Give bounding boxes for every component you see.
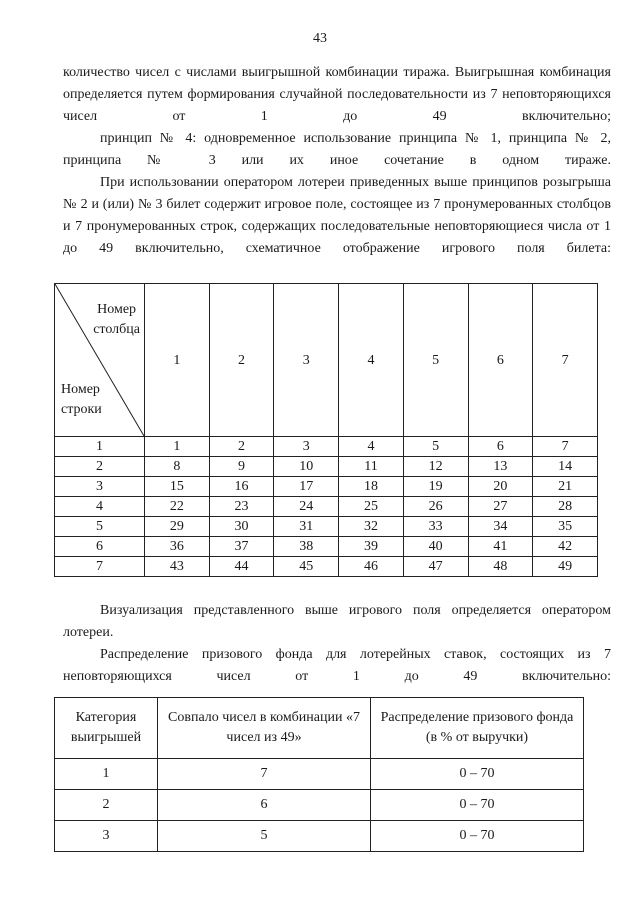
column-header: 3 bbox=[274, 284, 339, 437]
grid-cell: 41 bbox=[468, 537, 533, 557]
grid-cell: 3 bbox=[274, 437, 339, 457]
row-header: 1 bbox=[55, 437, 145, 457]
row-header: 3 bbox=[55, 477, 145, 497]
grid-cell: 6 bbox=[468, 437, 533, 457]
grid-cell: 46 bbox=[339, 557, 404, 577]
grid-row bbox=[55, 517, 598, 537]
grid-cell: 37 bbox=[209, 537, 274, 557]
grid-cell: 13 bbox=[468, 457, 533, 477]
grid-cell: 18 bbox=[339, 477, 404, 497]
grid-cell: 9 bbox=[209, 457, 274, 477]
grid-cell: 48 bbox=[468, 557, 533, 577]
grid-row bbox=[55, 457, 598, 477]
grid-cell: 22 bbox=[145, 497, 210, 517]
column-header: 2 bbox=[209, 284, 274, 437]
grid-row bbox=[55, 477, 598, 497]
prize-row bbox=[55, 790, 584, 821]
grid-cell: 31 bbox=[274, 517, 339, 537]
grid-cell: 11 bbox=[339, 457, 404, 477]
distribution-cell: 0 – 70 bbox=[371, 790, 584, 821]
grid-cell: 42 bbox=[533, 537, 598, 557]
grid-row bbox=[55, 537, 598, 557]
grid-cell: 49 bbox=[533, 557, 598, 577]
grid-row bbox=[55, 497, 598, 517]
row-header: 7 bbox=[55, 557, 145, 577]
column-header: 7 bbox=[533, 284, 598, 437]
grid-cell: 47 bbox=[403, 557, 468, 577]
paragraph-3: При использовании оператором лотереи приведенных выше принципов розыгрыша № 2 и (или) № 3 билет содержит игровое поле, состоящее из 7 пронумерованных столбцов и 7 пронумерованных строк, содержащих последовательные неповторяющиеся числа от 1 до 49 включительно, схематичное отображение игрового поля билета: bbox=[63, 175, 611, 256]
grid-cell: 23 bbox=[209, 497, 274, 517]
grid-row bbox=[55, 437, 598, 457]
grid-cell: 33 bbox=[403, 517, 468, 537]
grid-cell: 29 bbox=[145, 517, 210, 537]
grid-cell: 1 bbox=[145, 437, 210, 457]
row-header: 2 bbox=[55, 457, 145, 477]
grid-cell: 40 bbox=[403, 537, 468, 557]
category-header: Категория выигрышей bbox=[55, 698, 158, 759]
column-label-line-1: Номер bbox=[97, 302, 137, 317]
grid-cell: 26 bbox=[403, 497, 468, 517]
matches-header: Совпало чисел в комбинации «7 чисел из 49» bbox=[158, 698, 371, 759]
grid-cell: 34 bbox=[468, 517, 533, 537]
distribution-header: Распределение призового фонда (в % от выручки) bbox=[371, 698, 584, 759]
grid-cell: 44 bbox=[209, 557, 274, 577]
grid-cell: 24 bbox=[274, 497, 339, 517]
grid-cell: 38 bbox=[274, 537, 339, 557]
grid-cell: 32 bbox=[339, 517, 404, 537]
grid-row bbox=[55, 557, 598, 577]
grid-cell: 20 bbox=[468, 477, 533, 497]
grid-cell: 16 bbox=[209, 477, 274, 497]
distribution-cell: 0 – 70 bbox=[371, 821, 584, 852]
grid-cell: 19 bbox=[403, 477, 468, 497]
grid-cell: 28 bbox=[533, 497, 598, 517]
grid-cell: 8 bbox=[145, 457, 210, 477]
grid-cell: 7 bbox=[533, 437, 598, 457]
column-number-label bbox=[93, 300, 140, 340]
grid-cell: 27 bbox=[468, 497, 533, 517]
row-label-line-2: строки bbox=[61, 402, 102, 417]
prize-row bbox=[55, 759, 584, 790]
row-number-label bbox=[61, 380, 102, 420]
grid-cell: 36 bbox=[145, 537, 210, 557]
grid-cell: 43 bbox=[145, 557, 210, 577]
paragraph-5: Распределение призового фонда для лотерейных ставок, состоящих из 7 неповторяющихся чисел от 1 до 49 включительно: bbox=[63, 647, 611, 684]
column-header: 1 bbox=[145, 284, 210, 437]
grid-cell: 12 bbox=[403, 457, 468, 477]
matches-cell: 5 bbox=[158, 821, 371, 852]
grid-cell: 21 bbox=[533, 477, 598, 497]
column-header: 4 bbox=[339, 284, 404, 437]
distribution-cell: 0 – 70 bbox=[371, 759, 584, 790]
column-label-line-2: столбца bbox=[93, 322, 140, 337]
column-header: 6 bbox=[468, 284, 533, 437]
grid-cell: 14 bbox=[533, 457, 598, 477]
matches-cell: 6 bbox=[158, 790, 371, 821]
row-label-line-1: Номер bbox=[61, 382, 100, 397]
grid-header-row bbox=[55, 284, 598, 437]
category-cell: 1 bbox=[55, 759, 158, 790]
matches-cell: 7 bbox=[158, 759, 371, 790]
paragraph-2: принцип № 4: одновременное использование принципа № 1, принципа № 2, принципа № 3 или их иное сочетание в одном тираже. bbox=[63, 131, 611, 168]
page-number: 43 bbox=[313, 31, 327, 46]
paragraph-1: количество чисел с числами выигрышной комбинации тиража. Выигрышная комбинация определяется путем формирования случайной последовательности из 7 неповторяющихся чисел от 1 до 49 включительно; bbox=[63, 65, 611, 124]
grid-cell: 17 bbox=[274, 477, 339, 497]
row-header: 5 bbox=[55, 517, 145, 537]
paragraph-4: Визуализация представленного выше игрового поля определяется оператором лотереи. bbox=[63, 603, 611, 640]
prize-distribution-table bbox=[54, 697, 584, 852]
row-header: 6 bbox=[55, 537, 145, 557]
grid-cell: 10 bbox=[274, 457, 339, 477]
grid-cell: 39 bbox=[339, 537, 404, 557]
grid-cell: 5 bbox=[403, 437, 468, 457]
prize-row bbox=[55, 821, 584, 852]
column-header: 5 bbox=[403, 284, 468, 437]
grid-cell: 35 bbox=[533, 517, 598, 537]
grid-cell: 25 bbox=[339, 497, 404, 517]
category-cell: 2 bbox=[55, 790, 158, 821]
grid-cell: 45 bbox=[274, 557, 339, 577]
grid-cell: 4 bbox=[339, 437, 404, 457]
grid-corner-cell bbox=[55, 284, 145, 437]
prize-header-row bbox=[55, 698, 584, 759]
game-field-table bbox=[54, 283, 598, 577]
grid-cell: 15 bbox=[145, 477, 210, 497]
grid-cell: 2 bbox=[209, 437, 274, 457]
category-cell: 3 bbox=[55, 821, 158, 852]
row-header: 4 bbox=[55, 497, 145, 517]
grid-cell: 30 bbox=[209, 517, 274, 537]
